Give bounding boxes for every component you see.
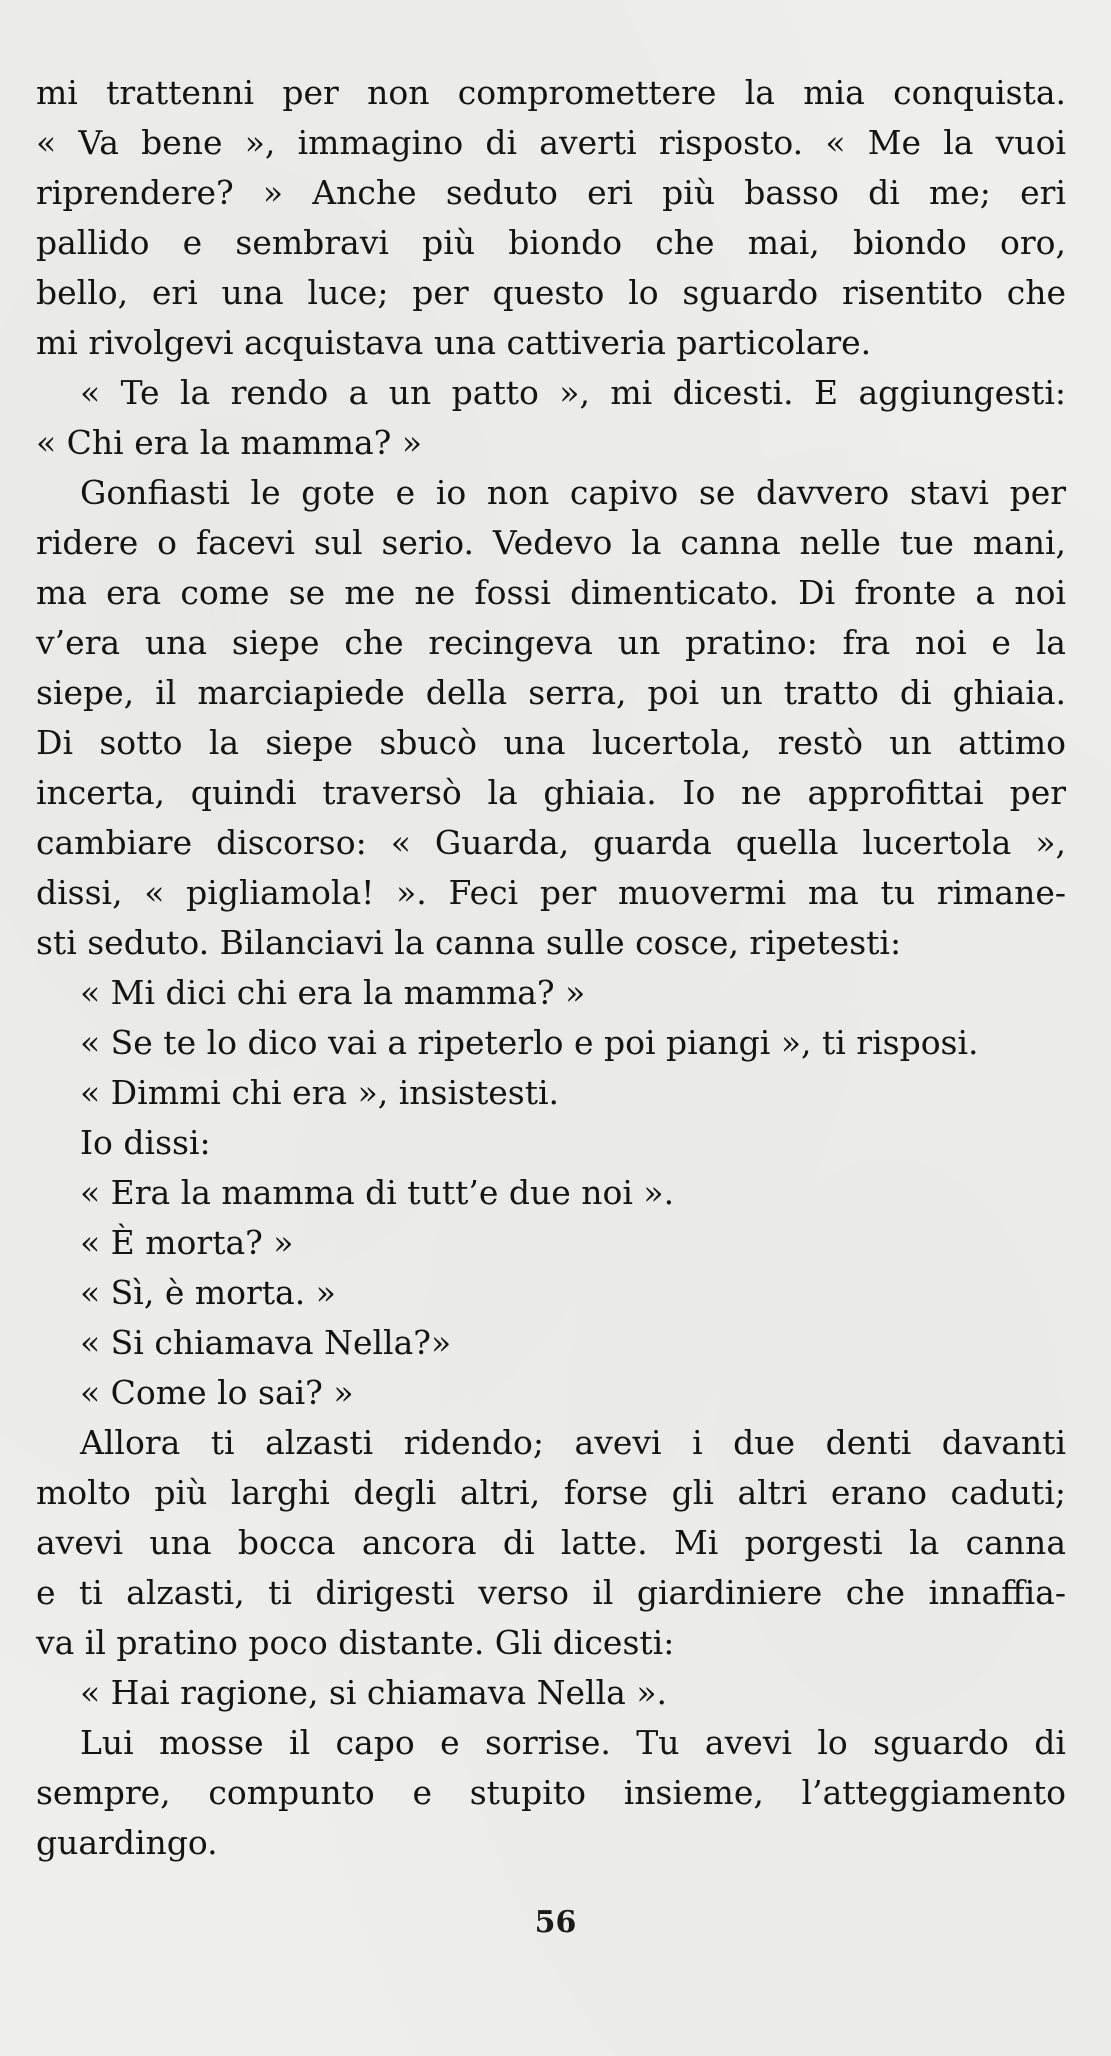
text-line: « Te la rendo a un patto », mi dicesti. E aggiungesti: xyxy=(80,373,1066,412)
text-line: « Va bene », immagino di averti risposto. « Me la vuoi xyxy=(36,123,1066,162)
text-line: cambiare discorso: « Guarda, guarda quella lucertola », xyxy=(36,823,1066,862)
text-line: Gonfiasti le gote e io non capivo se davvero stavi per xyxy=(80,473,1066,512)
text-line: mi rivolgevi acquistava una cattiveria particolare. xyxy=(36,323,872,362)
text-line: pallido e sembravi più biondo che mai, biondo oro, xyxy=(36,223,1066,262)
text-line: « Dimmi chi era », insistesti. xyxy=(80,1073,559,1112)
text-line: avevi una bocca ancora di latte. Mi porgesti la canna xyxy=(36,1523,1066,1562)
text-line: « Come lo sai? » xyxy=(80,1373,354,1412)
text-line: sempre, compunto e stupito insieme, l’atteggiamento xyxy=(36,1773,1066,1812)
text-line: ridere o facevi sul serio. Vedevo la canna nelle tue mani, xyxy=(36,523,1066,562)
text-line: Allora ti alzasti ridendo; avevi i due denti davanti xyxy=(80,1423,1066,1462)
text-line: molto più larghi degli altri, forse gli altri erano caduti; xyxy=(36,1473,1066,1512)
text-line: riprendere? » Anche seduto eri più basso di me; eri xyxy=(36,173,1066,212)
text-line: dissi, « pigliamola! ». Feci per muovermi ma tu rimane- xyxy=(36,873,1066,912)
body-text xyxy=(36,68,1066,1868)
text-line: « Era la mamma di tutt’e due noi ». xyxy=(80,1173,675,1212)
text-line: e ti alzasti, ti dirigesti verso il giardiniere che innaffia- xyxy=(36,1573,1066,1612)
page-number: 56 xyxy=(534,1905,577,1940)
text-line: Io dissi: xyxy=(80,1123,211,1162)
text-line: mi trattenni per non compromettere la mia conquista. xyxy=(36,73,1066,112)
text-line: Di sotto la siepe sbucò una lucertola, restò un attimo xyxy=(36,723,1066,762)
text-line: « Chi era la mamma? » xyxy=(36,423,423,462)
text-line: « Sì, è morta. » xyxy=(80,1273,336,1312)
text-line: « Si chiamava Nella?» xyxy=(80,1323,452,1362)
text-line: « Mi dici chi era la mamma? » xyxy=(80,973,586,1012)
text-line: « Se te lo dico vai a ripeterlo e poi piangi », ti risposi. xyxy=(80,1023,979,1062)
text-line: incerta, quindi traversò la ghiaia. Io ne approfittai per xyxy=(36,773,1066,812)
text-line: Lui mosse il capo e sorrise. Tu avevi lo sguardo di xyxy=(80,1723,1066,1762)
text-line: « Hai ragione, si chiamava Nella ». xyxy=(80,1673,668,1712)
text-line: bello, eri una luce; per questo lo sguardo risentito che xyxy=(36,273,1066,312)
text-line: ma era come se me ne fossi dimenticato. Di fronte a noi xyxy=(36,573,1066,612)
text-line: v’era una siepe che recingeva un pratino: fra noi e la xyxy=(36,623,1066,662)
text-line: siepe, il marciapiede della serra, poi un tratto di ghiaia. xyxy=(36,673,1066,712)
text-line: va il pratino poco distante. Gli dicesti: xyxy=(36,1623,675,1662)
text-line: guardingo. xyxy=(36,1823,218,1862)
text-line: « È morta? » xyxy=(80,1223,294,1262)
text-line: sti seduto. Bilanciavi la canna sulle cosce, ripetesti: xyxy=(36,923,902,962)
